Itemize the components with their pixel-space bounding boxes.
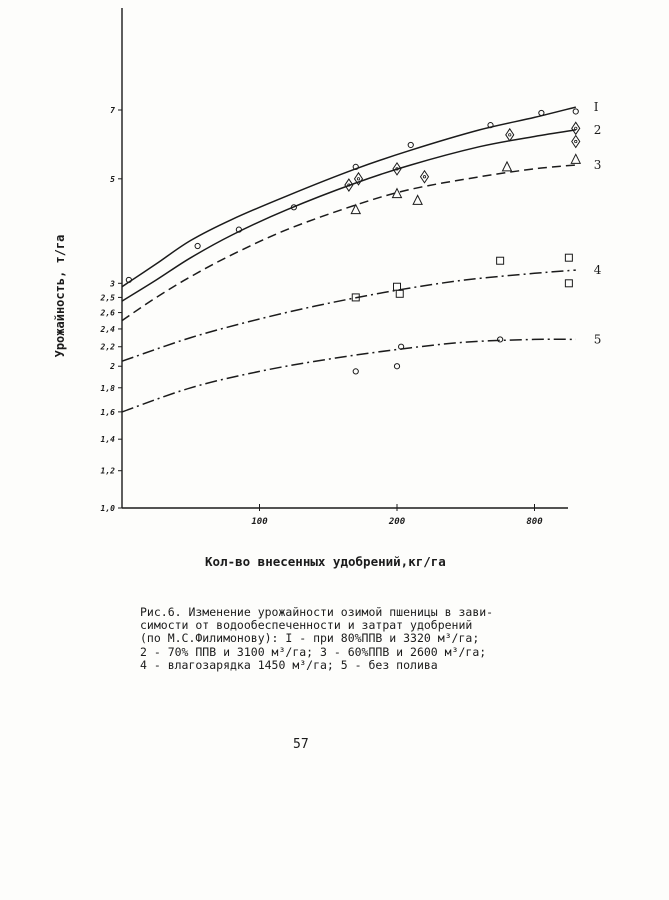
series-1-point bbox=[195, 243, 200, 248]
series-1-point bbox=[573, 109, 578, 114]
caption-line-2: симости от водообеспеченности и затрат удобрений bbox=[140, 618, 473, 633]
series-3-point bbox=[413, 195, 422, 204]
y-tick-label: 2 bbox=[110, 362, 115, 372]
x-tick-label: 100 bbox=[251, 517, 268, 527]
series-4-label: 4 bbox=[593, 263, 602, 278]
caption-line-3: (по М.С.Филимонову): I - при 80%ППВ и 3320 м³/га; bbox=[140, 631, 480, 646]
series-2-point bbox=[421, 171, 429, 183]
y-tick-label: 2,6 bbox=[100, 308, 115, 318]
series-4-point bbox=[565, 254, 572, 261]
series-3-label: 3 bbox=[593, 157, 602, 172]
figure-caption bbox=[140, 606, 580, 672]
series-1-label: I bbox=[593, 100, 599, 115]
series-5-point bbox=[394, 364, 399, 369]
y-tick-label: 2,4 bbox=[100, 324, 115, 334]
y-axis-label: Урожайность, т/га bbox=[53, 234, 67, 358]
series-3-point bbox=[503, 162, 512, 171]
series-5-point bbox=[498, 337, 503, 342]
series-4-curve bbox=[122, 270, 576, 361]
caption-line-4: 2 - 70% ППВ и 3100 м³/га; 3 - 60%ППВ и 2600 м³/га; bbox=[140, 644, 487, 659]
y-tick-label: 1,8 bbox=[100, 383, 115, 393]
series-2-point bbox=[506, 129, 514, 141]
series-1-point bbox=[408, 142, 413, 147]
x-axis-label: Кол-во внесенных удобрений,кг/га bbox=[205, 554, 446, 569]
series-5-curve bbox=[122, 339, 576, 412]
series-points bbox=[126, 109, 580, 374]
caption-line-1: Рис.6. Изменение урожайности озимой пшеницы в зави- bbox=[140, 605, 494, 619]
series-curves bbox=[122, 107, 576, 412]
series-2-label: 2 bbox=[593, 122, 602, 137]
series-4-point bbox=[396, 290, 403, 297]
y-tick-label: 1,0 bbox=[100, 504, 115, 513]
y-tick-label: 1,4 bbox=[100, 435, 115, 445]
x-tick-label: 200 bbox=[388, 517, 406, 527]
series-labels bbox=[594, 100, 602, 346]
y-tick-label: 3 bbox=[110, 279, 115, 289]
series-1-curve bbox=[122, 107, 576, 287]
caption-line-5: 4 - влагозарядка 1450 м³/га; 5 - без полива bbox=[140, 657, 438, 672]
series-4-point bbox=[497, 257, 504, 264]
series-3-curve bbox=[122, 165, 576, 321]
series-4-point bbox=[565, 280, 572, 287]
series-5-label: 5 bbox=[593, 332, 602, 347]
series-2-point bbox=[572, 122, 580, 134]
y-tick-label: 2,5 bbox=[100, 293, 115, 303]
series-3-point bbox=[571, 154, 580, 163]
x-tick-label: 800 bbox=[526, 517, 543, 527]
y-tick-label: 1,6 bbox=[100, 407, 115, 417]
series-2-point bbox=[572, 136, 580, 148]
y-ticks bbox=[100, 106, 122, 513]
y-tick-label: 1,2 bbox=[100, 466, 115, 476]
page-number: 57 bbox=[293, 737, 309, 752]
series-1-point bbox=[539, 110, 544, 115]
y-tick-label: 5 bbox=[110, 174, 115, 184]
y-tick-label: 7 bbox=[110, 106, 115, 115]
y-tick-label: 2,2 bbox=[100, 342, 115, 352]
series-5-point bbox=[353, 369, 358, 374]
